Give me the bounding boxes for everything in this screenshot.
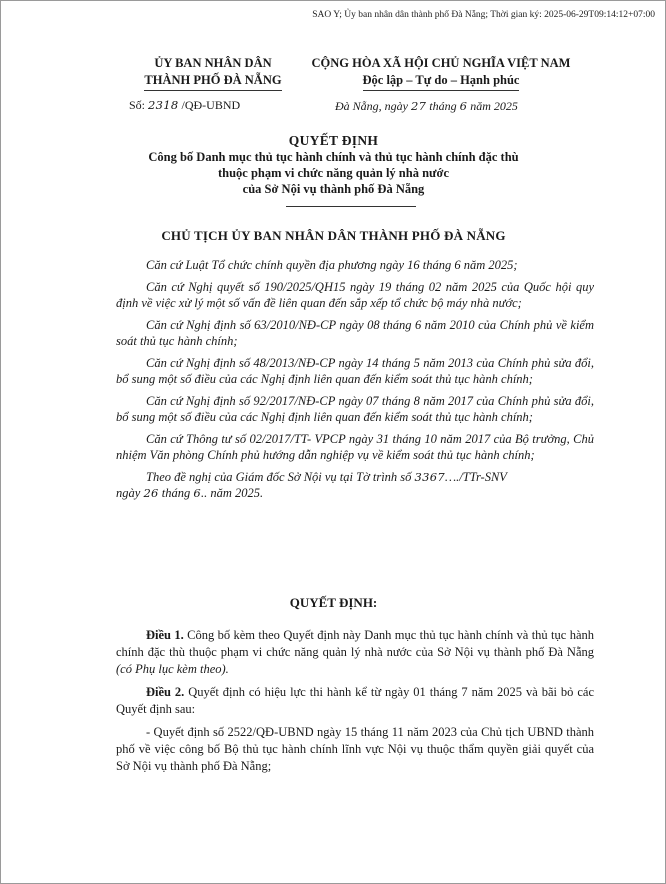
agency-line-1: ỦY BAN NHÂN DÂN xyxy=(154,56,272,70)
document-title xyxy=(81,133,586,197)
title-line-2: thuộc phạm vi chức năng quản lý nhà nước xyxy=(217,166,449,180)
issuing-agency xyxy=(113,55,313,91)
title-line-1: Công bố Danh mục thủ tục hành chính và thủ tục hành chính đặc thù xyxy=(148,150,519,164)
agency-line-2: THÀNH PHỐ ĐÀ NẴNG xyxy=(144,72,281,91)
legal-basis: Căn cứ Nghị quyết số 190/2025/QH15 ngày 19 tháng 02 năm 2025 của Quốc hội quy định về việc xử lý một số vấn đề liên quan đến sắp xếp tổ chức bộ máy nhà nước; xyxy=(116,280,594,310)
document-number: Số: 2318 /QĐ-UBND xyxy=(129,98,241,112)
handwritten-proposal-day: 26 xyxy=(143,486,159,500)
handwritten-proposal-month: 6 xyxy=(193,486,202,500)
digital-signature-stamp: SAO Y; Ủy ban nhân dân thành phố Đà Nẵng; Thời gian ký: 2025-06-29T09:14:12+07:00 xyxy=(312,10,655,20)
decision-heading: QUYẾT ĐỊNH: xyxy=(289,595,378,610)
nation-name: CỘNG HÒA XÃ HỘI CHỦ NGHĨA VIỆT NAM xyxy=(311,56,571,70)
handwritten-day: 27 xyxy=(411,99,427,113)
articles xyxy=(116,627,594,775)
legal-basis: Căn cứ Nghị định số 48/2013/NĐ-CP ngày 14 tháng 5 năm 2013 của Chính phủ sửa đổi, bổ sung một số điều của các Nghị định liên quan đến kiểm soát thủ tục hành chính; xyxy=(116,356,594,386)
issue-date: Đà Nẵng, ngày 27 tháng 6 năm 2025 xyxy=(335,99,518,113)
title-divider xyxy=(286,206,416,207)
article-2-item: - Quyết định số 2522/QĐ-UBND ngày 15 tháng 11 năm 2023 của Chủ tịch UBND thành phố về việc công bố Bộ thủ tục hành chính lĩnh vực Nội vụ thuộc thẩm quyền giải quyết của Sở Nội vụ thành phố Đà Nẵng; xyxy=(116,725,594,773)
article-2: Điều 2. Quyết định có hiệu lực thi hành kể từ ngày 01 tháng 7 năm 2025 và bãi bỏ các Quyết định sau: xyxy=(116,685,595,716)
national-header xyxy=(301,55,581,91)
document-kind: QUYẾT ĐỊNH xyxy=(288,133,379,148)
legal-basis: Căn cứ Nghị định số 63/2010/NĐ-CP ngày 08 tháng 6 năm 2010 của Chính phủ về kiểm soát thủ tục hành chính; xyxy=(116,318,594,348)
handwritten-number: 2318 xyxy=(148,98,179,112)
legal-basis: Căn cứ Nghị định số 92/2017/NĐ-CP ngày 07 tháng 8 năm 2017 của Chính phủ sửa đổi, bổ sung một số điều của các Nghị định liên quan đến kiểm soát thủ tục hành chính; xyxy=(116,394,594,424)
national-motto: Độc lập – Tự do – Hạnh phúc xyxy=(363,72,520,91)
issuing-authority: CHỦ TỊCH ỦY BAN NHÂN DÂN THÀNH PHỐ ĐÀ NẴNG xyxy=(161,228,506,243)
handwritten-proposal-number: 3367 xyxy=(414,470,446,484)
title-line-3: của Sở Nội vụ thành phố Đà Nẵng xyxy=(242,182,425,196)
handwritten-month: 6 xyxy=(459,99,468,113)
legal-basis: Căn cứ Luật Tổ chức chính quyền địa phương ngày 16 tháng 6 năm 2025; xyxy=(146,258,518,272)
article-1: Điều 1. Công bố kèm theo Quyết định này Danh mục thủ tục hành chính và thủ tục hành chính đặc thù thuộc phạm vi chức năng quản lý nhà nước của Sở Nội vụ thành phố Đà Nẵng (có Phụ lục kèm theo). xyxy=(116,628,595,676)
legal-basis: Căn cứ Thông tư số 02/2017/TT- VPCP ngày 31 tháng 10 năm 2017 của Bộ trưởng, Chủ nhiệm Văn phòng Chính phủ hướng dẫn nghiệp vụ về kiểm soát thủ tục hành chính; xyxy=(116,432,594,462)
proposal: Theo đề nghị của Giám đốc Sở Nội vụ tại Tờ trình số 3367…./TTr-SNV ngày 26 tháng 6.. năm 2025. xyxy=(116,470,507,500)
legal-bases xyxy=(116,257,594,501)
